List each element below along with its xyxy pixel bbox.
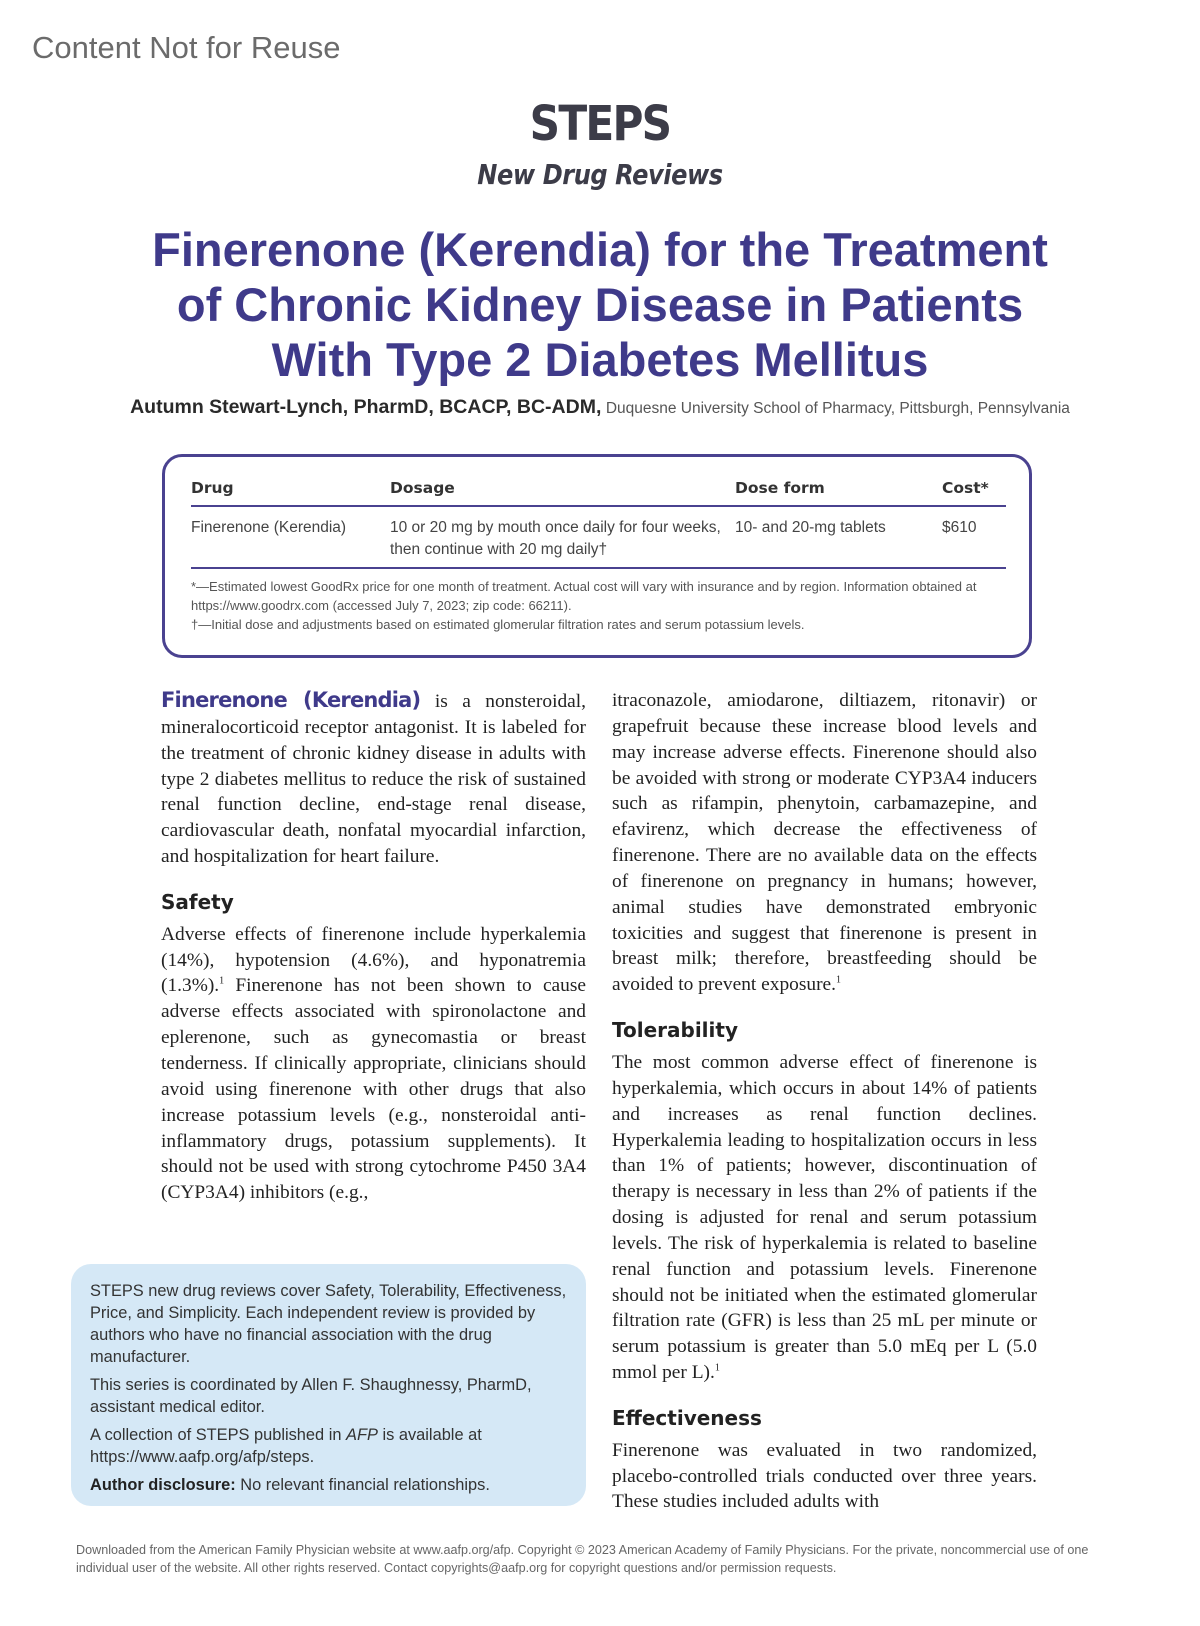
- title-line: With Type 2 Diabetes Mellitus: [271, 333, 929, 386]
- title-line: of Chronic Kidney Disease in Patients: [176, 278, 1024, 331]
- safety-continuation: [612, 688, 1037, 998]
- article-title: [100, 222, 1100, 387]
- info-text: A collection of STEPS published in: [90, 1426, 347, 1444]
- byline: [0, 396, 1200, 419]
- disclosure-label: Author disclosure:: [90, 1476, 236, 1494]
- section-heading-tolerability: Tolerability: [612, 1018, 738, 1043]
- tolerability-text: The most common adverse effect of finerenone is hyperkalemia, which occurs in about 14% of patients and increases as renal function declines. Hyperkalemia leading to hospitalization occurs in less than 1% of patients; however, discontinuation of therapy is necessary in less than 2% of patients if the dosing is adjusted for renal and serum potassium levels. The risk of hyperkalemia is related to baseline renal function and potassium levels. Finerenone should not be initiated when the estimated glomerular filtration rate (GFR) is less than 25 mL per minute or serum potassium is greater than 5.0 mEq per L (5.0 mmol per L).: [612, 1051, 1037, 1384]
- citation-ref: 1: [714, 1362, 720, 1374]
- safety-continuation-text: itraconazole, amiodarone, diltiazem, ritonavir) or grapefruit because these increase blood levels and may increase adverse effects. Finerenone should also be avoided with strong or moderate CYP3A4 inducers such as rifampin, phenytoin, carbamazepine, and efavirenz, which decrease the effectiveness of finerenone. There are no available data on the effects of finerenone on pregnancy in humans; however, animal studies have demonstrated embryonic toxicities and suggest that finerenone is present in breast milk; therefore, breastfeeding should be avoided to prevent exposure.: [612, 690, 1037, 996]
- info-paragraph-2: This series is coordinated by Allen F. Shaughnessy, PharmD, assistant medical editor.: [90, 1376, 532, 1416]
- right-column: [612, 688, 1037, 1515]
- info-paragraph-3: [90, 1424, 568, 1468]
- intro-text: is a nonsteroidal, mineralocorticoid receptor antagonist. It is labeled for the treatment of chronic kidney disease in adults with type 2 diabetes mellitus to reduce the risk of sustained renal function decline, end-stage renal disease, cardiovascular death, nonfatal myocardial infarction, and hospitalization for heart failure.: [161, 691, 586, 868]
- table-cell-drug: Finerenone (Kerendia): [191, 506, 390, 568]
- drug-summary-box: [162, 454, 1032, 658]
- safety-text-1: Adverse effects of finerenone include hyperkalemia (14%), hypotension (4.6%), and hyponatremia (1.3%).: [161, 923, 586, 997]
- table-cell-dosage: 10 or 20 mg by mouth once daily for four weeks, then continue with 20 mg daily†: [390, 506, 735, 568]
- left-column: [161, 688, 586, 1206]
- series-subtitle: New Drug Reviews: [477, 158, 723, 191]
- table-header-dose-form: Dose form: [735, 479, 942, 506]
- author-name: Autumn Stewart-Lynch, PharmD, BCACP, BC-ADM,: [130, 396, 602, 418]
- table-cell-cost: $610: [942, 506, 1006, 568]
- table-header-cost: Cost*: [942, 479, 1006, 506]
- section-heading-safety: Safety: [161, 889, 234, 914]
- safety-text-2: Finerenone has not been shown to cause adverse effects associated with spironolactone and eplerenone, such as gynecomastia or breast tenderness. If clinically appropriate, clinicians should avoid using finerenone with other drugs that also increase potassium levels (e.g., nonsteroidal anti-inflammatory drugs, potassium supplements). It should not be used with strong cytochrome P450 3A4 (CYP3A4) inhibitors (e.g.,: [161, 975, 586, 1204]
- steps-info-box: [71, 1264, 586, 1506]
- author-affiliation: Duquesne University School of Pharmacy, Pittsburgh, Pennsylvania: [605, 400, 1070, 417]
- intro-paragraph: [161, 688, 586, 870]
- citation-ref: 1: [836, 974, 841, 986]
- drug-name-lead: Finerenone (Kerendia): [161, 688, 421, 712]
- title-line: Finerenone (Kerendia) for the Treatment: [152, 223, 1048, 276]
- citation-ref: 1: [219, 975, 225, 987]
- table-footnotes: [191, 577, 1021, 634]
- author-disclosure: [90, 1474, 568, 1496]
- table-header-dosage: Dosage: [390, 479, 735, 506]
- drug-table: [191, 479, 1006, 569]
- series-title: STEPS: [529, 96, 671, 152]
- footnote-cost: *—Estimated lowest GoodRx price for one month of treatment. Actual cost will vary with insurance and by region. Information obtained at https://www.goodrx.com (accessed July 7, 2023; zip code: 66211).: [191, 579, 977, 613]
- effectiveness-paragraph: Finerenone was evaluated in two randomized, placebo-controlled trials conducted over three years. These studies included adults with: [612, 1439, 1037, 1513]
- table-row: [191, 506, 1006, 568]
- info-paragraph-1: STEPS new drug reviews cover Safety, Tolerability, Effectiveness, Price, and Simplicity. Each independent review is provided by authors who have no financial association with the drug manufacturer.: [90, 1282, 567, 1366]
- watermark: Content Not for Reuse: [32, 30, 341, 65]
- section-heading-effectiveness: Effectiveness: [612, 1405, 762, 1430]
- steps-link[interactable]: is available at https://www.aafp.org/afp/steps.: [90, 1426, 482, 1466]
- tolerability-paragraph: [612, 1050, 1037, 1386]
- copyright-footer: Downloaded from the American Family Physician website at www.aafp.org/afp. Copyright © 2023 American Academy of Family Physicians. For the private, noncommercial use of one individual user of the website. All other rights reserved. Contact copyrights@aafp.org for copyright questions and/or permission requests.: [76, 1543, 1089, 1575]
- table-cell-dose-form: 10- and 20-mg tablets: [735, 506, 942, 568]
- disclosure-text: No relevant financial relationships.: [235, 1476, 490, 1494]
- table-header-drug: Drug: [191, 479, 390, 506]
- journal-name: AFP: [346, 1426, 378, 1444]
- safety-paragraph: [161, 922, 586, 1206]
- footnote-dose: †—Initial dose and adjustments based on estimated glomerular filtration rates and serum potassium levels.: [191, 617, 805, 632]
